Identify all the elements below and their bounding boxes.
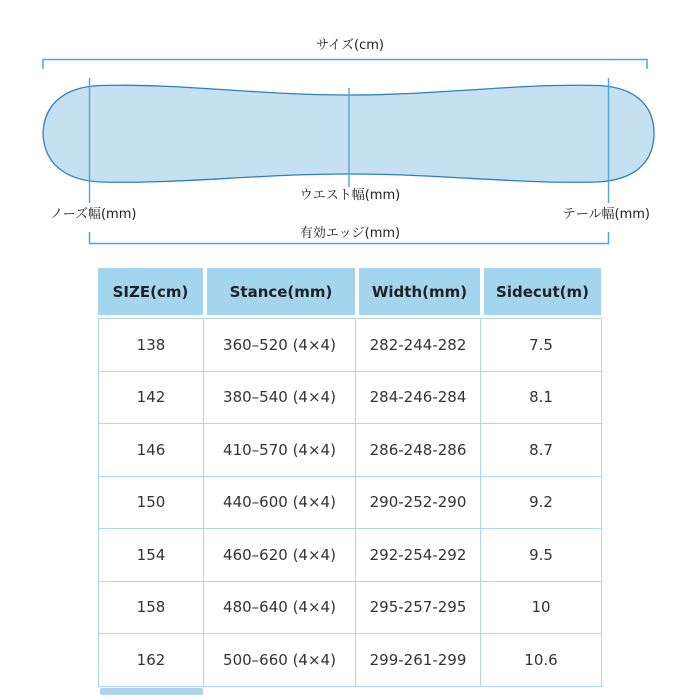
table-cell: 286-248-286 (356, 424, 481, 477)
table-cell: 9.2 (481, 476, 602, 529)
snowboard-diagram (0, 0, 700, 260)
table-row (99, 581, 602, 634)
nose-width-label: ノーズ幅(mm) (50, 207, 137, 222)
table-cell: 158 (99, 581, 204, 634)
table-cell: 295-257-295 (356, 581, 481, 634)
table-row (99, 476, 602, 529)
column-header-width: Width(mm) (355, 268, 480, 315)
table-cell: 8.7 (481, 424, 602, 477)
spec-table-body (98, 318, 602, 687)
tail-width-label: テール幅(mm) (562, 207, 650, 222)
table-cell: 146 (99, 424, 204, 477)
table-cell: 480–640 (4×4) (204, 581, 356, 634)
table-cell: 380–540 (4×4) (204, 371, 356, 424)
table-cell: 162 (99, 634, 204, 687)
table-row (99, 634, 602, 687)
table-row (99, 424, 602, 477)
table-cell: 10 (481, 581, 602, 634)
table-cell: 282-244-282 (356, 319, 481, 372)
column-header-sidecut: Sidecut(m) (480, 268, 601, 315)
effective-edge-label: 有効エッジ(mm) (299, 226, 401, 241)
size-bracket (43, 60, 647, 70)
column-header-size: SIZE(cm) (98, 268, 203, 315)
spec-table-header-row (98, 268, 601, 315)
table-cell: 290-252-290 (356, 476, 481, 529)
table-cell: 154 (99, 529, 204, 582)
table-cell: 410–570 (4×4) (204, 424, 356, 477)
table-cell: 138 (99, 319, 204, 372)
table-row (99, 371, 602, 424)
table-cell: 142 (99, 371, 204, 424)
table-cell: 440–600 (4×4) (204, 476, 356, 529)
column-header-stance: Stance(mm) (203, 268, 355, 315)
spec-table (98, 268, 601, 687)
table-row (99, 319, 602, 372)
table-cell: 299-261-299 (356, 634, 481, 687)
table-cell: 292-254-292 (356, 529, 481, 582)
waist-width-label: ウエスト幅(mm) (299, 188, 401, 203)
table-cell: 460–620 (4×4) (204, 529, 356, 582)
table-cell: 8.1 (481, 371, 602, 424)
table-cell: 284-246-284 (356, 371, 481, 424)
table-cell: 10.6 (481, 634, 602, 687)
table-cell: 7.5 (481, 319, 602, 372)
size-label: サイズ(cm) (316, 38, 384, 53)
table-cell: 150 (99, 476, 204, 529)
partial-header-bar (100, 688, 203, 695)
table-cell: 9.5 (481, 529, 602, 582)
table-cell: 360–520 (4×4) (204, 319, 356, 372)
table-row (99, 529, 602, 582)
table-cell: 500–660 (4×4) (204, 634, 356, 687)
